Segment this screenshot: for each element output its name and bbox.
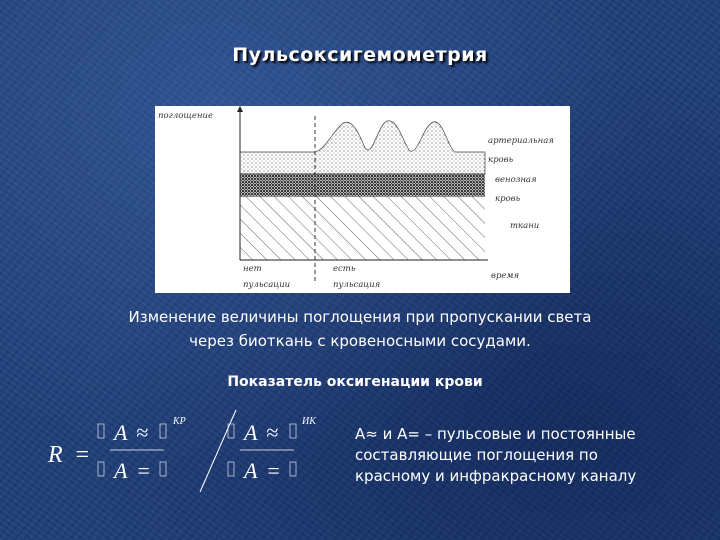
caption-line-1: Изменение величины поглощения при пропускании света [128, 308, 592, 326]
ik-subscript: ИК [302, 416, 316, 427]
caption-line-2: через биоткань с кровеносными сосудами. [189, 332, 531, 350]
no-pulse-label-1: нет [243, 264, 262, 274]
absorption-diagram-svg [155, 106, 570, 293]
section-heading: Показатель оксигенации крови [227, 374, 483, 390]
figure-caption [60, 305, 660, 353]
absorption-diagram [155, 106, 570, 293]
formula-eq: = [74, 442, 91, 468]
venous-layer [240, 174, 485, 196]
oxygenation-formula [40, 404, 340, 504]
slide-title: Пульсоксигемометрия [232, 44, 488, 66]
fraction1-num-approx: ≈ [136, 420, 149, 445]
no-pulse-label-2: пульсации [243, 280, 291, 290]
arterial-label-2: кровь [488, 155, 514, 165]
fraction1-den-eq: = [136, 458, 151, 483]
fraction1-den-a: A [114, 458, 128, 483]
fraction1-num-a: A [114, 420, 128, 445]
formula-r: R [48, 442, 63, 468]
arterial-layer [240, 121, 485, 174]
fraction2-den-a: A [244, 458, 258, 483]
kp-subscript: КР [173, 416, 186, 427]
fraction2-num-approx: ≈ [266, 420, 279, 445]
fraction2-den-eq: = [266, 458, 281, 483]
venous-label-1: венозная [495, 175, 537, 185]
tissue-label: ткани [510, 221, 540, 231]
fraction2-num-a: A [244, 420, 258, 445]
y-axis-label: поглощение [158, 111, 214, 121]
pulse-label-1: есть [333, 264, 356, 274]
venous-label-2: кровь [495, 194, 521, 204]
pulse-label-2: пульсация [333, 280, 381, 290]
arterial-label-1: артериальная [488, 136, 554, 146]
formula-note: А≈ и А= – пульсовые и постоянные составляющие поглощения по красному и инфракрасному каналу [355, 425, 637, 485]
x-axis-label: время [491, 271, 520, 281]
tissue-layer [240, 196, 485, 260]
